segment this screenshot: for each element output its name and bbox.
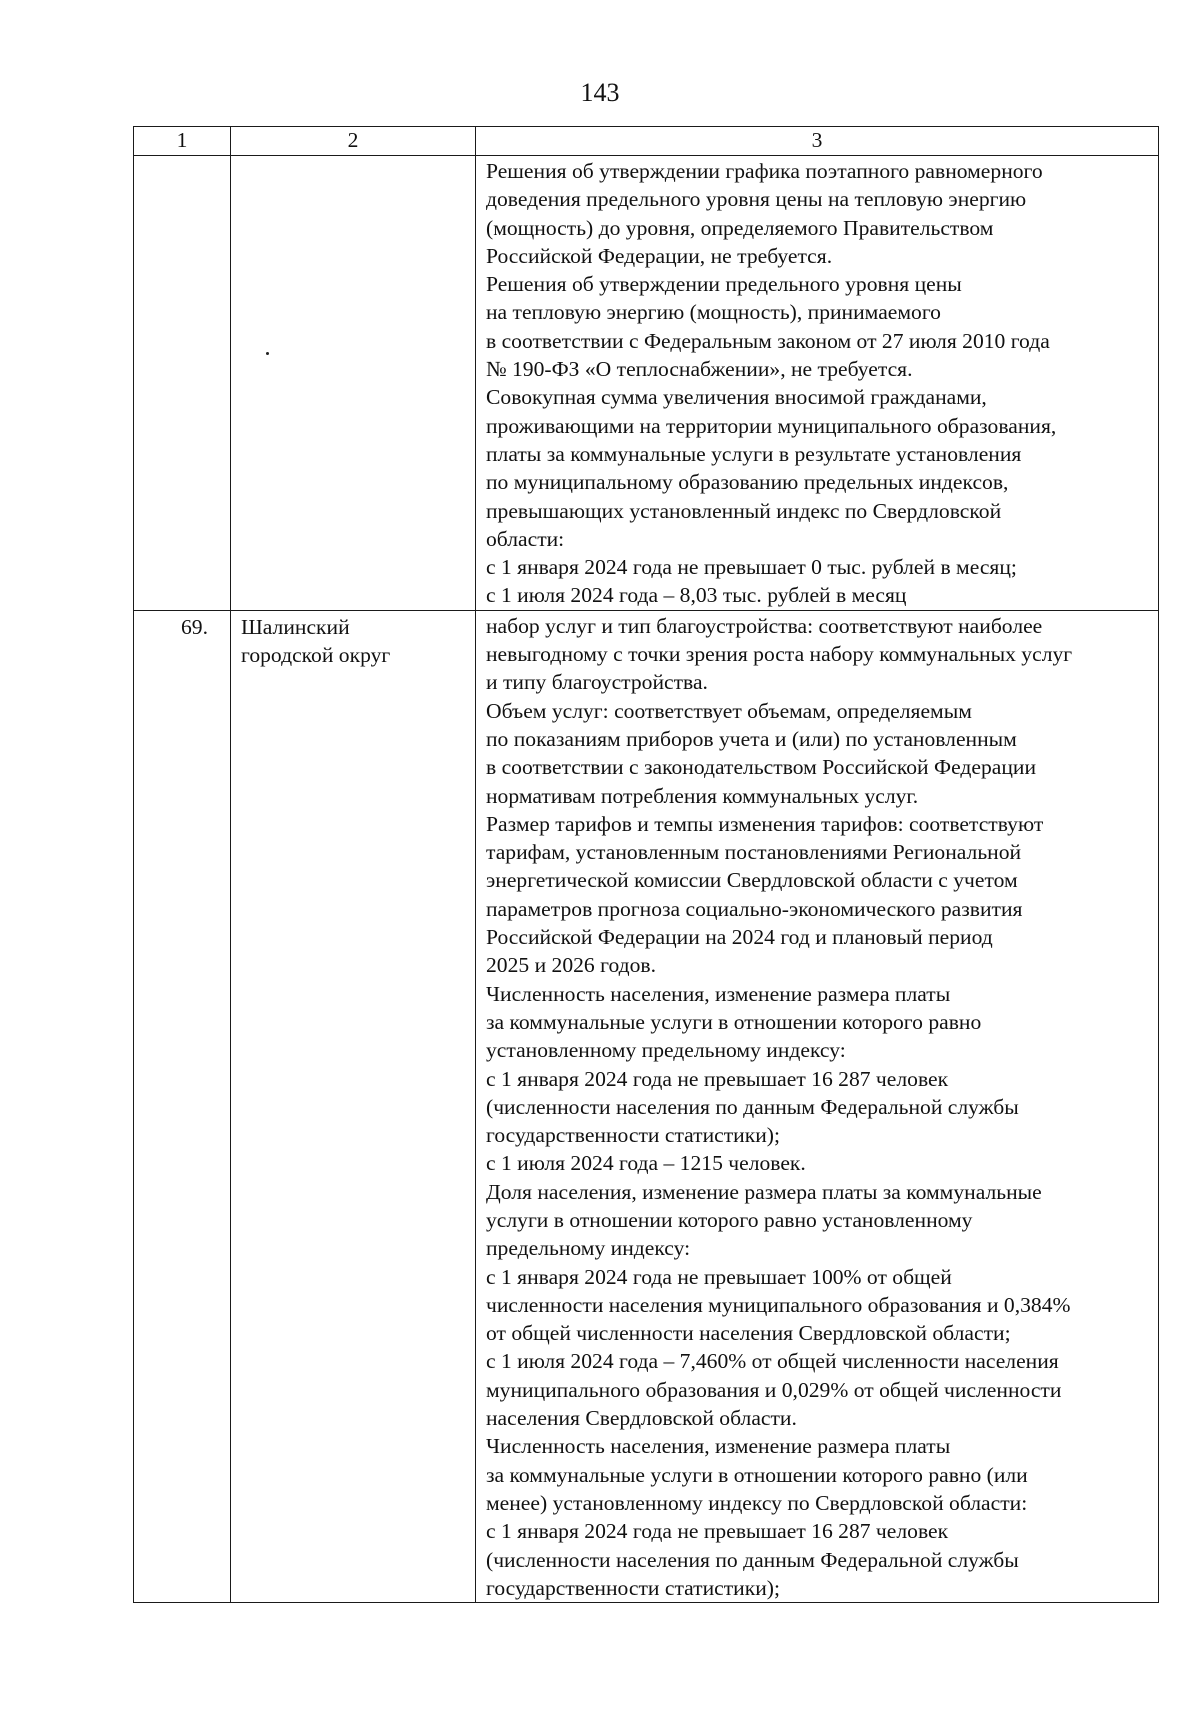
text-line: Доля населения, изменение размера платы за коммунальные xyxy=(486,1179,1042,1204)
description-cell xyxy=(476,610,1159,1602)
text-line: государственности статистики); xyxy=(486,1575,780,1600)
text-line: с 1 января 2024 года не превышает 100% от общей xyxy=(486,1264,952,1289)
text-line: с 1 июля 2024 года – 7,460% от общей численности населения xyxy=(486,1349,1059,1374)
text-line: предельному индексу: xyxy=(486,1236,691,1261)
column-header-2: 2 xyxy=(231,127,476,156)
text-line: по муниципальному образованию предельных индексов, xyxy=(486,470,1009,495)
text-line: численности населения муниципального образования и 0,384% xyxy=(486,1292,1071,1317)
text-line: от общей численности населения Свердловской области; xyxy=(486,1321,1011,1346)
text-line: Численность населения, изменение размера платы xyxy=(486,981,951,1006)
page-number: 143 xyxy=(580,78,620,107)
text-line: области: xyxy=(486,526,565,551)
row-number-cell: 69. xyxy=(134,610,231,1602)
text-line: (численности населения по данным Федеральной службы xyxy=(486,1094,1019,1119)
data-table xyxy=(133,126,1159,1603)
text-line: услуги в отношении которого равно установленному xyxy=(486,1207,973,1232)
text-line: Российской Федерации на 2024 год и плановый период xyxy=(486,925,993,950)
text-line: проживающими на территории муниципального образования, xyxy=(486,413,1057,438)
text-line: на тепловую энергию (мощность), принимаемого xyxy=(486,300,941,325)
text-line: (мощность) до уровня, определяемого Правительством xyxy=(486,215,994,240)
text-line: с 1 июля 2024 года – 8,03 тыс. рублей в месяц xyxy=(486,583,907,608)
column-header-1: 1 xyxy=(134,127,231,156)
row-number-cell xyxy=(134,156,231,611)
text-line: невыгодному с точки зрения роста набору коммунальных услуг xyxy=(486,642,1073,667)
text-line: в соответствии с Федеральным законом от 27 июля 2010 года xyxy=(486,328,1050,353)
text-line: с 1 июля 2024 года – 1215 человек. xyxy=(486,1151,806,1176)
text-line: по показаниям приборов учета и (или) по установленным xyxy=(486,726,1017,751)
text-line: доведения предельного уровня цены на тепловую энергию xyxy=(486,187,1027,212)
text-line: 2025 и 2026 годов. xyxy=(486,953,656,978)
text-line: Совокупная сумма увеличения вносимой гражданами, xyxy=(486,385,987,410)
text-line: Численность населения, изменение размера платы xyxy=(486,1434,951,1459)
text-line: установленному предельному индексу: xyxy=(486,1038,846,1063)
text-line: и типу благоустройства. xyxy=(486,670,708,695)
municipality-cell xyxy=(231,156,476,611)
text-line: параметров прогноза социально-экономического развития xyxy=(486,896,1023,921)
text-line: населения Свердловской области. xyxy=(486,1406,797,1431)
text-line: Российской Федерации, не требуется. xyxy=(486,243,833,268)
text-line: платы за коммунальные услуги в результате установления xyxy=(486,441,1022,466)
table-row xyxy=(134,610,1159,1602)
text-line: Размер тарифов и темпы изменения тарифов: соответствуют xyxy=(486,811,1044,836)
text-line: (численности населения по данным Федеральной службы xyxy=(486,1547,1019,1572)
text-line: набор услуг и тип благоустройства: соответствуют наиболее xyxy=(486,613,1043,638)
text-line: в соответствии с законодательством Российской Федерации xyxy=(486,755,1036,780)
text-line: энергетической комиссии Свердловской области с учетом xyxy=(486,868,1018,893)
text-line: тарифам, установленным постановлениями Региональной xyxy=(486,840,1022,865)
text-line: муниципального образования и 0,029% от общей численности xyxy=(486,1377,1062,1402)
text-line: с 1 января 2024 года не превышает 16 287 человек xyxy=(486,1066,949,1091)
text-line: с 1 января 2024 года не превышает 0 тыс. рублей в месяц; xyxy=(486,555,1017,580)
text-line: с 1 января 2024 года не превышает 16 287 человек xyxy=(486,1519,949,1544)
text-line: нормативам потребления коммунальных услуг. xyxy=(486,783,919,808)
text-line: менее) установленному индексу по Свердловской области: xyxy=(486,1490,1028,1515)
table-row xyxy=(134,156,1159,611)
municipality-name-line: городской округ xyxy=(241,643,391,668)
description-cell xyxy=(476,156,1159,611)
text-line: за коммунальные услуги в отношении которого равно xyxy=(486,1009,982,1034)
text-line: превышающих установленный индекс по Свердловской xyxy=(486,498,1002,523)
municipality-name-line: Шалинский xyxy=(241,614,350,639)
text-line: Решения об утверждении предельного уровня цены xyxy=(486,272,962,297)
scan-artifact-dot xyxy=(266,352,269,355)
text-line: № 190-ФЗ «О теплоснабжении», не требуется. xyxy=(486,357,913,382)
table-header-row xyxy=(134,127,1159,156)
text-line: Объем услуг: соответствует объемам, определяемым xyxy=(486,698,972,723)
column-header-3: 3 xyxy=(476,127,1159,156)
municipality-cell xyxy=(231,610,476,1602)
text-line: за коммунальные услуги в отношении которого равно (или xyxy=(486,1462,1028,1487)
text-line: Решения об утверждении графика поэтапного равномерного xyxy=(486,159,1043,183)
text-line: государственности статистики); xyxy=(486,1123,780,1148)
